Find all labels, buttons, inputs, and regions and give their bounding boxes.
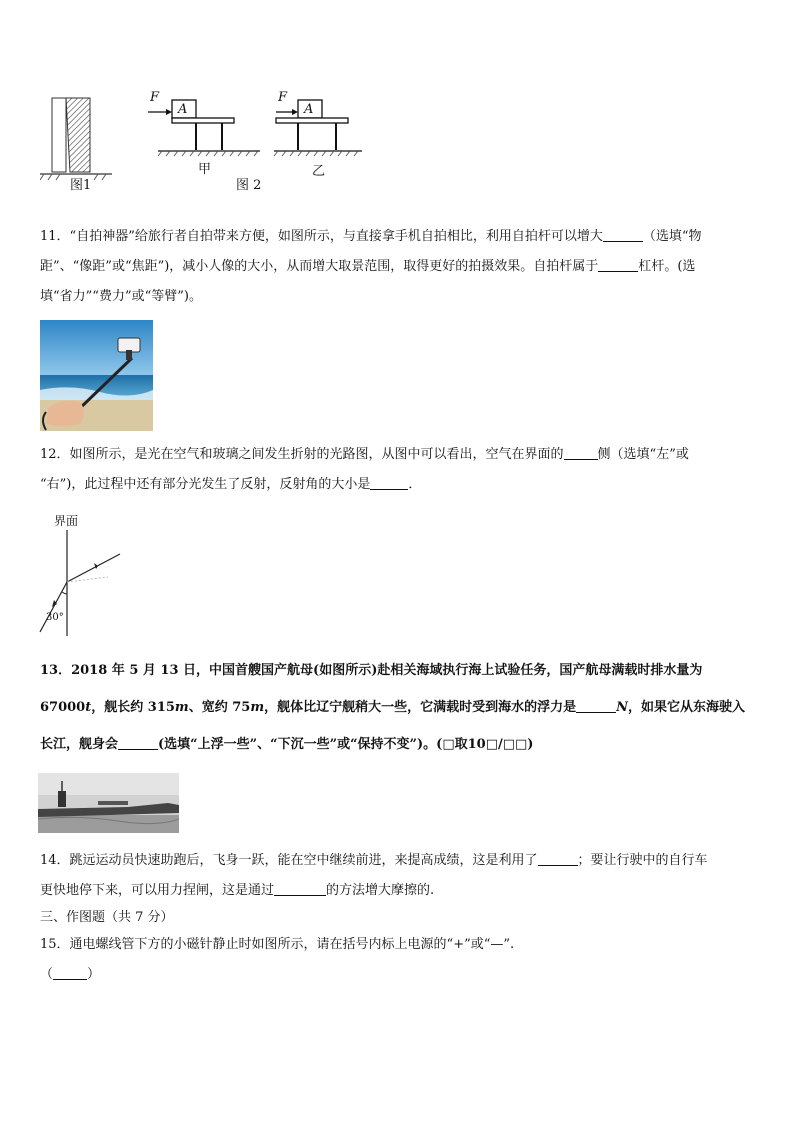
refraction-diagram: [36, 510, 136, 640]
force-label-jia: F: [150, 90, 160, 105]
question-13: [40, 652, 760, 763]
q13-blank-2[interactable]: [118, 735, 158, 750]
q12-line-1: 12．如图所示，是光在空气和玻璃之间发生折射的光路图，从图中可以看出，空气在界面的 侧（选填“左”或: [40, 447, 689, 462]
q14-blank-1[interactable]: [538, 851, 578, 866]
q11-line-3: 填“省力”“费力”或“等臂”)。: [40, 289, 202, 304]
jia-label: 甲: [198, 162, 212, 177]
block-label-yi: A: [304, 102, 314, 117]
figure-1: [40, 90, 120, 193]
interface-label: 界面: [54, 514, 79, 528]
q11-blank-2[interactable]: [598, 257, 638, 272]
q13-blank-1[interactable]: [576, 698, 616, 713]
angle-label: 30°: [46, 612, 64, 623]
section-3-title: 三、作图题（共 7 分）: [40, 910, 174, 925]
block-label-jia: A: [178, 102, 188, 117]
q15-blank[interactable]: [53, 965, 87, 980]
q13-line-1: 13．2018 年 5 月 13 日，中国首艘国产航母(如图所示)赴相关海域执行海上试验任务，国产航母满载时排水量为: [40, 663, 703, 678]
figure-2: [140, 88, 370, 193]
selfie-stick-photo: [40, 320, 153, 431]
q15-line-1: 15．通电螺线管下方的小磁针静止时如图所示，请在括号内标上电源的“+”或“—”.: [40, 937, 515, 952]
aircraft-carrier-photo: [38, 773, 179, 833]
q14-line-1: 14．跳远运动员快速助跑后，飞身一跃，能在空中继续前进，来提高成绩，这是利用了 ；要让行驶中的自行车: [40, 853, 708, 868]
force-label-yi: F: [278, 90, 288, 105]
q11-line-1: 11．“自拍神器”给旅行者自拍带来方便，如图所示，与直接拿手机自拍相比，利用自拍杆可以增大 （选填“物: [40, 229, 702, 244]
fig2-label: 图 2: [236, 178, 262, 193]
q13-line-3: 长江，舰身会 (选填“上浮一些”、“下沉一些”或“保持不变”)。(□取10□/□□): [40, 737, 534, 752]
section-3-heading: [40, 903, 760, 933]
q12-line-2: “右”)，此过程中还有部分光发生了反射，反射角的大小是 ．: [40, 477, 422, 492]
setup-jia: [148, 100, 260, 156]
question-15: [40, 930, 760, 990]
q13-line-2: 67000t，舰长约 315m、宽约 75m，舰体比辽宁舰稍大一些，它满载时受到海水的浮力是 N，如果它从东海驶入: [40, 700, 745, 715]
q12-blank-2[interactable]: [370, 475, 408, 490]
yi-label: 乙: [312, 164, 326, 179]
fig1-label: 图1: [70, 178, 92, 193]
q14-blank-2[interactable]: [274, 881, 326, 896]
question-12: [40, 440, 760, 500]
question-14: [40, 846, 760, 906]
q12-blank-1[interactable]: [564, 445, 598, 460]
setup-yi: [274, 100, 362, 156]
q14-line-2: 更快地停下来，可以用力捏闸，这是通过 的方法增大摩擦的.: [40, 883, 435, 898]
q11-line-2: 距”、“像距”或“焦距”)，减小人像的大小，从而增大取景范围，取得更好的拍摄效果。自拍杆属于 杠杆。(选: [40, 259, 696, 274]
table-push-diagram: [140, 88, 370, 168]
q11-blank-1[interactable]: [603, 227, 643, 242]
question-11: [40, 222, 760, 312]
q15-answer-bracket: （ ）: [40, 967, 101, 982]
